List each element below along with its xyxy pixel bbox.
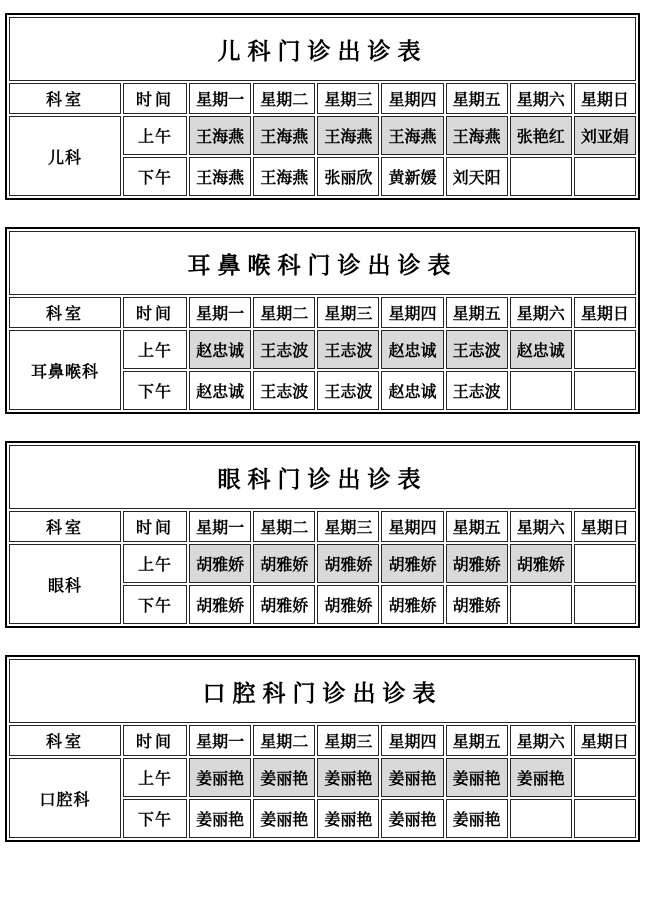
column-header: 星期四 xyxy=(381,725,443,756)
empty-schedule-cell xyxy=(574,585,636,624)
schedule-cell: 王海燕 xyxy=(253,116,315,155)
column-header: 星期六 xyxy=(510,511,572,542)
schedule-cell: 张艳红 xyxy=(510,116,572,155)
column-header: 星期三 xyxy=(317,725,379,756)
column-header: 星期五 xyxy=(446,725,508,756)
column-header: 星期六 xyxy=(510,297,572,328)
schedule-cell: 王志波 xyxy=(317,330,379,369)
column-header: 星期日 xyxy=(574,297,636,328)
time-cell: 下午 xyxy=(123,371,187,410)
schedule-cell: 黄新媛 xyxy=(381,157,443,196)
schedule-cell: 赵忠诚 xyxy=(381,330,443,369)
schedule-cell: 胡雅娇 xyxy=(317,544,379,583)
schedule-cell: 赵忠诚 xyxy=(189,330,251,369)
schedule-cell: 王志波 xyxy=(446,330,508,369)
schedule-cell: 姜丽艳 xyxy=(381,758,443,797)
schedule-cell: 姜丽艳 xyxy=(446,758,508,797)
schedule-cell: 张丽欣 xyxy=(317,157,379,196)
schedule-cell: 赵忠诚 xyxy=(189,371,251,410)
schedule-table-3 xyxy=(5,441,640,628)
schedule-cell: 王海燕 xyxy=(317,116,379,155)
table-title: 耳鼻喉科门诊出诊表 xyxy=(9,231,636,295)
column-header: 星期一 xyxy=(189,725,251,756)
column-header: 星期五 xyxy=(446,297,508,328)
department-cell: 口腔科 xyxy=(9,758,121,838)
column-header: 科室 xyxy=(9,83,121,114)
column-header: 星期四 xyxy=(381,297,443,328)
empty-schedule-cell xyxy=(510,371,572,410)
schedule-cell: 刘天阳 xyxy=(446,157,508,196)
empty-schedule-cell xyxy=(574,157,636,196)
column-header: 星期三 xyxy=(317,511,379,542)
time-cell: 下午 xyxy=(123,585,187,624)
column-header: 星期四 xyxy=(381,83,443,114)
schedule-cell: 王海燕 xyxy=(253,157,315,196)
empty-schedule-cell xyxy=(574,371,636,410)
column-header: 星期日 xyxy=(574,511,636,542)
column-header: 星期一 xyxy=(189,83,251,114)
schedule-cell: 胡雅娇 xyxy=(253,544,315,583)
time-cell: 下午 xyxy=(123,157,187,196)
column-header: 星期三 xyxy=(317,83,379,114)
schedule-cell: 赵忠诚 xyxy=(510,330,572,369)
column-header: 星期六 xyxy=(510,83,572,114)
time-cell: 上午 xyxy=(123,544,187,583)
column-header: 星期一 xyxy=(189,511,251,542)
column-header: 星期二 xyxy=(253,297,315,328)
schedule-cell: 姜丽艳 xyxy=(189,799,251,838)
schedule-table-2 xyxy=(5,227,640,414)
column-header: 星期二 xyxy=(253,511,315,542)
schedule-cell: 姜丽艳 xyxy=(510,758,572,797)
empty-schedule-cell xyxy=(574,330,636,369)
schedule-table-1 xyxy=(5,13,640,200)
tables-container xyxy=(5,13,640,842)
schedule-cell: 王海燕 xyxy=(189,116,251,155)
table-title: 儿科门诊出诊表 xyxy=(9,17,636,81)
schedule-cell: 胡雅娇 xyxy=(189,585,251,624)
schedule-cell: 胡雅娇 xyxy=(446,585,508,624)
schedule-cell: 姜丽艳 xyxy=(446,799,508,838)
empty-schedule-cell xyxy=(574,758,636,797)
schedule-cell: 王海燕 xyxy=(189,157,251,196)
empty-schedule-cell xyxy=(510,585,572,624)
schedule-cell: 王志波 xyxy=(253,371,315,410)
schedule-cell: 姜丽艳 xyxy=(253,758,315,797)
empty-schedule-cell xyxy=(574,799,636,838)
column-header: 时间 xyxy=(123,83,187,114)
schedule-cell: 姜丽艳 xyxy=(317,799,379,838)
column-header: 星期二 xyxy=(253,83,315,114)
department-cell: 耳鼻喉科 xyxy=(9,330,121,410)
column-header: 时间 xyxy=(123,511,187,542)
column-header: 星期四 xyxy=(381,511,443,542)
schedule-cell: 王志波 xyxy=(253,330,315,369)
table-title: 口腔科门诊出诊表 xyxy=(9,659,636,723)
schedule-cell: 胡雅娇 xyxy=(317,585,379,624)
column-header: 星期一 xyxy=(189,297,251,328)
empty-schedule-cell xyxy=(574,544,636,583)
column-header: 星期五 xyxy=(446,83,508,114)
column-header: 星期日 xyxy=(574,83,636,114)
schedule-cell: 胡雅娇 xyxy=(510,544,572,583)
table-title: 眼科门诊出诊表 xyxy=(9,445,636,509)
schedule-cell: 赵忠诚 xyxy=(381,371,443,410)
schedule-cell: 刘亚娟 xyxy=(574,116,636,155)
schedule-cell: 胡雅娇 xyxy=(189,544,251,583)
schedule-cell: 王志波 xyxy=(317,371,379,410)
department-cell: 眼科 xyxy=(9,544,121,624)
column-header: 星期二 xyxy=(253,725,315,756)
column-header: 星期三 xyxy=(317,297,379,328)
empty-schedule-cell xyxy=(510,799,572,838)
schedule-cell: 姜丽艳 xyxy=(253,799,315,838)
column-header: 星期六 xyxy=(510,725,572,756)
schedule-table-4 xyxy=(5,655,640,842)
column-header: 科室 xyxy=(9,725,121,756)
schedule-cell: 姜丽艳 xyxy=(189,758,251,797)
schedule-cell: 胡雅娇 xyxy=(253,585,315,624)
schedule-cell: 姜丽艳 xyxy=(317,758,379,797)
schedule-cell: 胡雅娇 xyxy=(381,585,443,624)
schedule-cell: 王海燕 xyxy=(381,116,443,155)
column-header: 时间 xyxy=(123,297,187,328)
time-cell: 下午 xyxy=(123,799,187,838)
department-cell: 儿科 xyxy=(9,116,121,196)
schedule-cell: 王志波 xyxy=(446,371,508,410)
column-header: 星期五 xyxy=(446,511,508,542)
time-cell: 上午 xyxy=(123,758,187,797)
time-cell: 上午 xyxy=(123,116,187,155)
column-header: 星期日 xyxy=(574,725,636,756)
schedule-cell: 姜丽艳 xyxy=(381,799,443,838)
column-header: 时间 xyxy=(123,725,187,756)
empty-schedule-cell xyxy=(510,157,572,196)
column-header: 科室 xyxy=(9,511,121,542)
schedule-cell: 王海燕 xyxy=(446,116,508,155)
column-header: 科室 xyxy=(9,297,121,328)
schedule-cell: 胡雅娇 xyxy=(381,544,443,583)
time-cell: 上午 xyxy=(123,330,187,369)
schedule-cell: 胡雅娇 xyxy=(446,544,508,583)
